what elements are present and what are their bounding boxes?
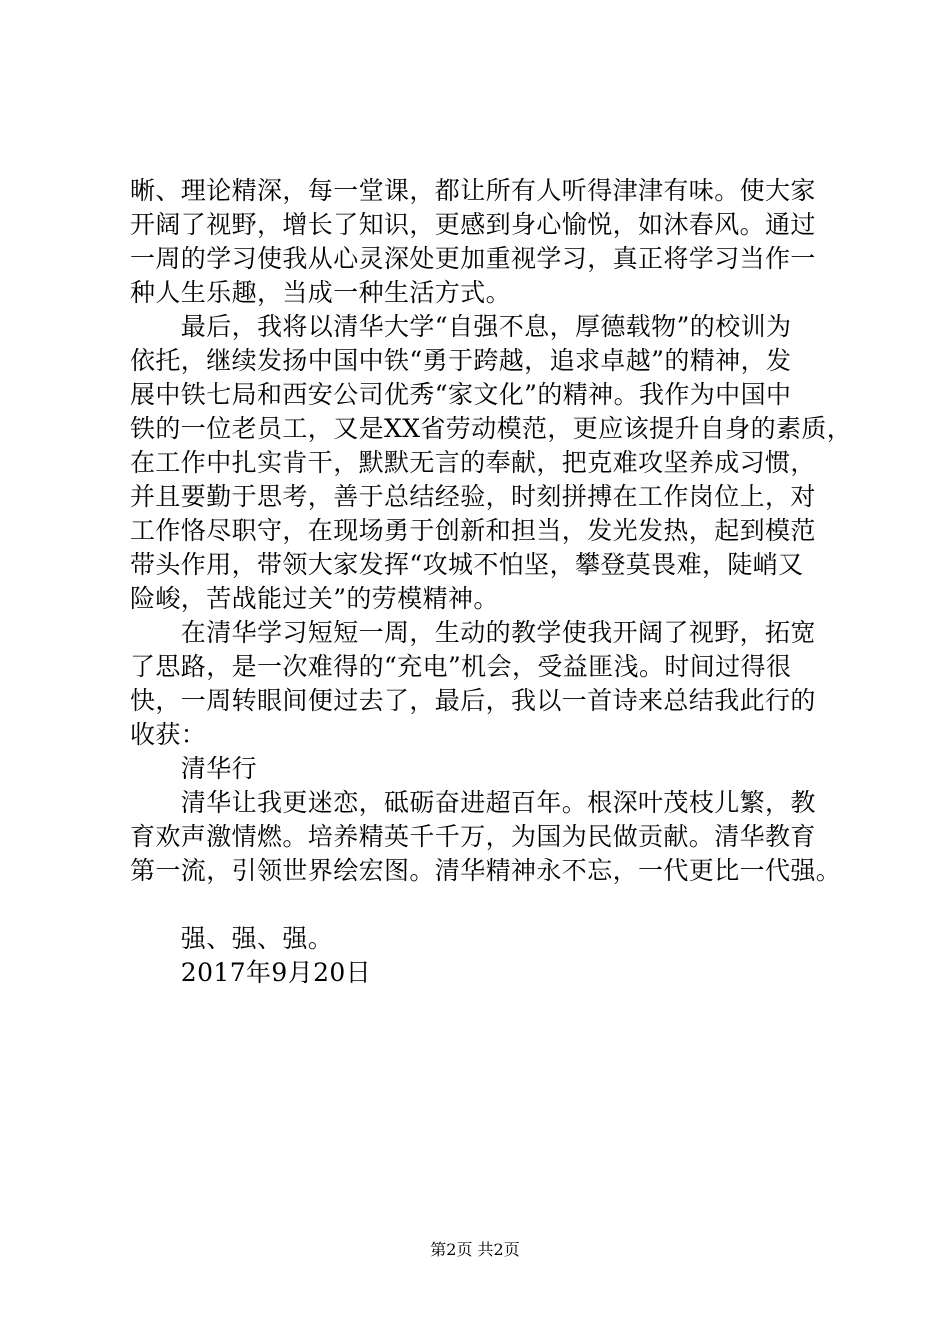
body-line: 险峻，苦战能过关”的劳模精神。 — [130, 584, 499, 613]
body-line: 依托，继续发扬中国中铁“勇于跨越，追求卓越”的精神，发 — [130, 346, 792, 375]
date-line: 2017年9月20日 — [130, 958, 372, 987]
body-line: 一周的学习使我从心灵深处更加重视学习，真正将学习当作一 — [130, 244, 816, 273]
page-footer: 第2页 共2页 — [430, 1240, 520, 1259]
body-line: 晰、理论精深，每一堂课，都让所有人听得津津有味。使大家 — [130, 176, 816, 205]
body-line: 并且要勤于思考，善于总结经验，时刻拼搏在工作岗位上，对 — [130, 482, 816, 511]
poem-line: 育欢声激情燃。培养精英千千万，为国为民做贡献。清华教育 — [130, 822, 816, 851]
body-line: 快，一周转眼间便过去了，最后，我以一首诗来总结我此行的 — [130, 686, 816, 715]
body-line: 收获： — [130, 720, 207, 749]
body-line: 种人生乐趣，当成一种生活方式。 — [130, 278, 512, 307]
body-line: 铁的一位老员工，又是XX省劳动模范，更应该提升自身的素质， — [130, 414, 853, 443]
closing-line: 强、强、强。 — [130, 924, 334, 953]
body-line: 带头作用，带领大家发挥“攻城不怕坚，攀登莫畏难，陡峭又 — [130, 550, 804, 579]
poem-line: 第一流，引领世界绘宏图。清华精神永不忘，一代更比一代强。 — [130, 856, 842, 885]
body-line: 最后，我将以清华大学“自强不息，厚德载物”的校训为 — [130, 312, 792, 341]
poem-line: 清华让我更迷恋，砥砺奋进超百年。根深叶茂枝儿繁，教 — [130, 788, 816, 817]
body-line: 了思路，是一次难得的“充电”机会，受益匪浅。时间过得很 — [130, 652, 792, 681]
body-line: 展中铁七局和西安公司优秀“家文化”的精神。我作为中国中 — [130, 380, 792, 409]
body-line: 开阔了视野，增长了知识，更感到身心愉悦，如沐春风。通过 — [130, 210, 816, 239]
body-line: 工作恪尽职守，在现场勇于创新和担当，发光发热，起到模范 — [130, 516, 816, 545]
body-line: 在清华学习短短一周，生动的教学使我开阔了视野，拓宽 — [130, 618, 816, 647]
poem-title: 清华行 — [130, 754, 258, 783]
body-line: 在工作中扎实肯干，默默无言的奉献，把克难攻坚养成习惯， — [130, 448, 816, 477]
